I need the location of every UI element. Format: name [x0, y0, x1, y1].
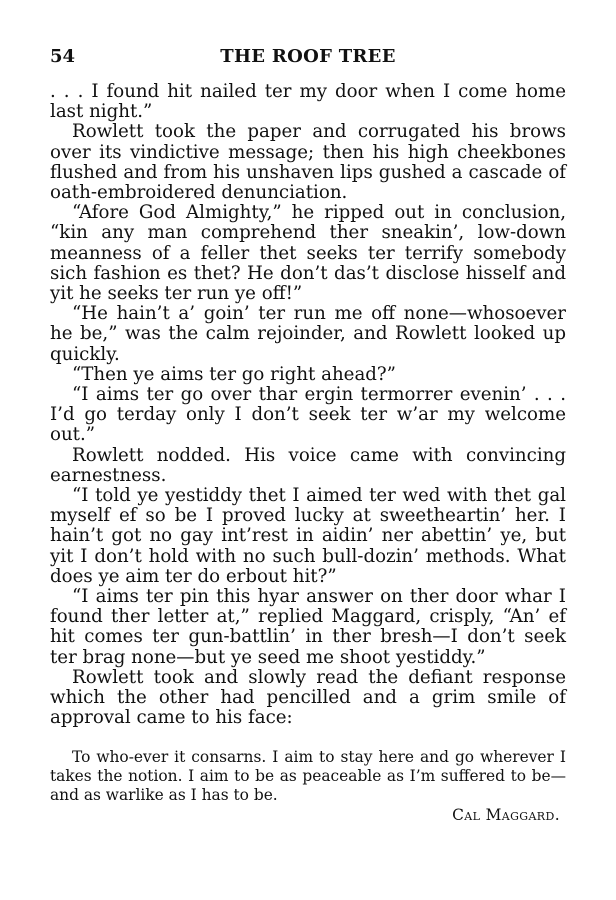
body-text — [50, 82, 566, 729]
paragraph: Rowlett nodded. His voice came with convincing earnestness. — [50, 444, 566, 486]
letter-signature: Cal Maggard. — [452, 805, 560, 824]
book-page — [50, 44, 566, 825]
paragraph: “Afore God Almighty,” he ripped out in conclusion, “kin any man comprehend ther sneakin’, low-down meanness of a feller thet seeks ter terrify somebody sich fashion es thet? He don’t das’t disclose hisself and yit he seeks ter run ye off!” — [50, 202, 566, 305]
paragraph: Rowlett took the paper and corrugated his brows over its vindictive message; then his high cheekbones flushed and from his unshaven lips gushed a cascade of oath-embroidered denunciation. — [50, 121, 566, 204]
paragraph: “He hain’t a’ goin’ ter run me off none—whosoever he be,” was the calm rejoinder, and Rowlett looked up quickly. — [50, 303, 566, 365]
paragraph: “Then ye aims ter go right ahead?” — [72, 363, 396, 385]
quoted-letter — [50, 748, 566, 826]
paragraph: “I aims ter go over thar ergin termorrer evenin’ . . . I’d go terday only I don’t seek ter w’ar my welcome out.” — [50, 384, 566, 446]
paragraph: “I aims ter pin this hyar answer on ther door whar I found ther letter at,” replied Maggard, crisply, “An’ ef hit comes ter gun-battlin’ in ther bresh—I don’t seek ter brag none—but ye seed me shoot yestiddy.” — [50, 586, 566, 668]
running-title: THE ROOF TREE — [220, 46, 396, 67]
paragraph: “I told ye yestiddy thet I aimed ter wed with thet gal myself ef so be I proved lucky at sweetheartin’ her. I hain’t got no gay int’rest in aidin’ ner abettin’ ye, but yit I don’t hold with no such bull-dozin’ methods. What does ye aim ter do erbout hit?” — [50, 485, 566, 587]
paragraph: Rowlett took and slowly read the defiant response which the other had pencilled and a grim smile of approval came to his face: — [50, 666, 566, 729]
page-header — [50, 44, 566, 70]
paragraph: . . . I found hit nailed ter my door when I come home last night.” — [50, 81, 566, 123]
letter-body: To who-ever it consarns. I aim to stay here and go wherever I takes the notion. I aim to be as peaceable as I’m suffered to be—and as warlike as I has to be. — [50, 747, 566, 805]
page-number: 54 — [50, 46, 76, 67]
